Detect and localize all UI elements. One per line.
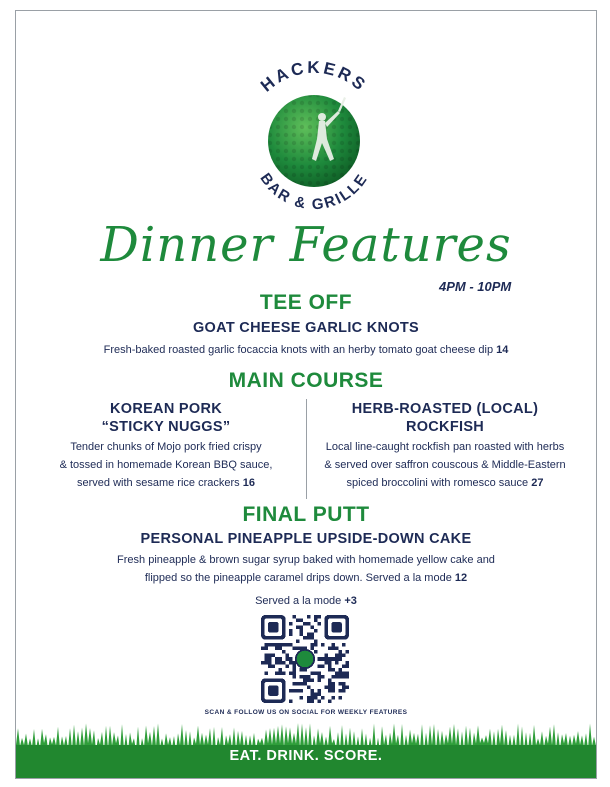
main-item-left <box>36 400 296 492</box>
qr-code[interactable] <box>261 615 349 703</box>
hours: 4PM - 10PM <box>439 279 512 294</box>
svg-text:BAR & GRILLE: BAR & GRILLE <box>256 170 372 214</box>
item-name: HERB-ROASTED (LOCAL) <box>351 401 539 417</box>
item-desc: served with sesame rice crackers 16 <box>77 477 255 489</box>
tagline: EAT. DRINK. SCORE. <box>229 748 383 764</box>
scan-instruction: SCAN & FOLLOW US ON SOCIAL FOR WEEKLY FEATURES <box>204 709 408 716</box>
item-desc: spiced broccolini with romesco sauce 27 <box>346 477 544 489</box>
tee-off-section <box>16 291 596 359</box>
item-name: PERSONAL PINEAPPLE UPSIDE-DOWN CAKE <box>140 531 472 547</box>
item-desc: Fresh pineapple & brown sugar syrup baked with homemade yellow cake and <box>117 554 495 566</box>
item-desc: Tender chunks of Mojo pork fried crispy <box>70 441 262 453</box>
page-title: Dinner Features <box>100 217 512 273</box>
item-desc: flipped so the pineapple caramel drips down. Served a la mode 12 <box>144 572 468 584</box>
addon: Served a la mode +3 <box>255 595 357 607</box>
item-name: ROCKFISH <box>405 419 485 435</box>
item-desc: & served over saffron couscous & Middle-Eastern <box>324 459 566 471</box>
main-course-section <box>16 369 596 393</box>
logo <box>226 51 402 227</box>
item-price: 12 <box>454 572 468 584</box>
item-desc: Local line-caught rockfish pan roasted with herbs <box>325 441 565 453</box>
divider <box>306 399 307 499</box>
main-item-right <box>308 400 582 492</box>
item-price: 27 <box>531 477 544 489</box>
item-desc: Fresh-baked roasted garlic focaccia knots with an herby tomato goat cheese dip 14 <box>103 344 509 356</box>
item-desc: & tossed in homemade Korean BBQ sauce, <box>59 459 273 471</box>
item-name: “STICKY NUGGS” <box>101 419 231 435</box>
svg-text:HACKERS: HACKERS <box>257 57 371 96</box>
item-name: GOAT CHEESE GARLIC KNOTS <box>192 320 420 336</box>
item-price: 16 <box>242 477 255 489</box>
item-price: 14 <box>496 344 509 356</box>
section-heading: FINAL PUTT <box>242 503 370 526</box>
item-name: KOREAN PORK <box>109 401 223 417</box>
addon-price: +3 <box>344 595 357 607</box>
final-putt-section <box>16 503 596 610</box>
section-heading: MAIN COURSE <box>228 369 384 392</box>
section-heading: TEE OFF <box>259 291 353 314</box>
menu-page <box>15 10 597 779</box>
